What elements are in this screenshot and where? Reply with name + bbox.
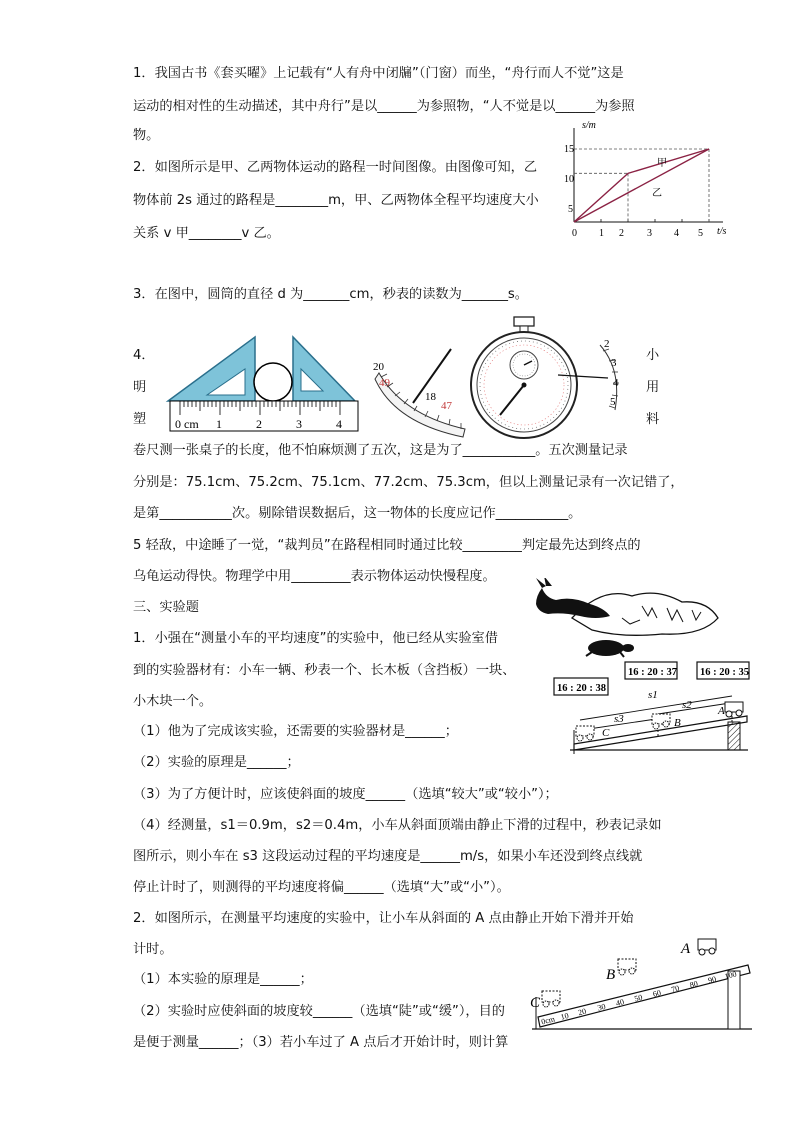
ruler-tick-4: 4	[336, 417, 342, 431]
incline-scale-20: 20	[577, 1006, 588, 1018]
exp1-q3: （3）为了方便计时，应该使斜面的坡度______（选填“较大”或“较小”）；	[133, 787, 558, 802]
dial-label-4: 4	[613, 377, 619, 389]
cart-at-c	[542, 991, 560, 1007]
incline-scale-70: 70	[670, 983, 681, 995]
point-b: B	[674, 717, 681, 729]
st-plot	[574, 128, 723, 222]
left-triangle	[168, 337, 255, 401]
dial-label-5: 5	[610, 396, 616, 408]
st-xtick-3: 3	[647, 228, 652, 239]
st-graph	[562, 116, 732, 240]
timer-a: 16 : 20 : 35	[700, 667, 749, 678]
st-series-a-label: 甲	[657, 158, 667, 169]
scale-label-47: 47	[441, 400, 452, 412]
exp1-q1: （1）他为了完成该实验，还需要的实验器材是______；	[133, 724, 458, 739]
exp2-line1: 2．如图所示，在测量平均速度的实验中，让小车从斜面的 A 点由静止开始下滑并开始	[133, 911, 634, 926]
scale-label-20: 20	[373, 361, 384, 373]
point-c: C	[602, 727, 610, 739]
cart-at-a	[698, 939, 716, 955]
q2-line1: 2．如图所示是甲、乙两物体运动的路程一时间图像。由图像可知，乙	[133, 160, 538, 175]
stopwatch-crown	[514, 317, 534, 326]
q4-right-char3: 料	[646, 412, 660, 427]
ruler-figure	[165, 333, 365, 437]
stopwatch-scale	[373, 343, 473, 443]
exp2-line2: 计时。	[133, 942, 173, 957]
ruler-tick-1: 1	[216, 417, 222, 431]
cylinder-circle	[254, 363, 292, 401]
incline-point-a: A	[681, 941, 691, 957]
exp1-q4-line2: 图所示，则小车在 s3 这段运动过程的平均速度是______m/s，如果小车还没到终点线就	[133, 849, 643, 864]
q1-line3: 物。	[133, 128, 160, 143]
q2-line3: 关系 v 甲________v 乙。	[133, 226, 280, 241]
ruler-tick-0: 0 cm	[175, 417, 199, 431]
st-y-axis-label: s/m	[582, 120, 596, 131]
cart-a	[725, 702, 743, 717]
exp1-line2: 到的实验器材有：小车一辆、秒表一个、长木板（含挡板）一块、	[133, 663, 516, 678]
st-series-b-label: 乙	[652, 188, 662, 199]
st-series-line-1	[574, 149, 709, 222]
exp1-line1: 1．小强在“测量小车的平均速度”的实验中，他已经从实验室借	[133, 631, 498, 646]
q3-line1: 3．在图中，圆筒的直径 d 为_______cm，秒表的读数为_______s。	[133, 287, 528, 302]
q4-line4: 是第___________次。剔除错误数据后，这一物体的长度应记作___________。	[133, 506, 582, 521]
scale-label-18: 18	[425, 391, 436, 403]
q1-line1: 1．我国古书《套买曜》上记载有“人有舟中闭牖”（门窗）而坐，“舟行而人不觉”这是	[133, 66, 624, 81]
incline-scale-30: 30	[596, 1001, 607, 1013]
ruler-tick-2: 2	[256, 417, 262, 431]
st-xtick-2: 2	[619, 228, 624, 239]
q4-line2: 卷尺测一张桌子的长度，他不怕麻烦测了五次，这是为了___________。五次测量记录	[133, 443, 628, 458]
label-s2: s2	[682, 699, 692, 711]
right-triangle	[293, 337, 355, 401]
incline-scale-50: 50	[633, 992, 644, 1004]
point-a: A	[718, 705, 725, 717]
incline-scale-100: 100	[723, 969, 738, 982]
q4-left-char3: 塑	[133, 412, 147, 427]
q5-line2: 乌龟运动得快。物理学中用_________表示物体运动快慢程度。	[133, 569, 496, 584]
exp2-q1: （1）本实验的原理是______；	[133, 972, 313, 987]
incline-point-b: B	[606, 967, 616, 983]
incline-scale-0: 0cm	[540, 1014, 556, 1027]
incline-point-c: C	[530, 995, 541, 1011]
st-xtick-4: 4	[674, 228, 679, 239]
st-ytick-10: 10	[564, 174, 574, 185]
exp1-q4-line3: 停止计时了，则测得的平均速度将偏______（选填“大”或“小”）。	[133, 880, 510, 895]
ruler-tick-3: 3	[296, 417, 302, 431]
incline-scale-40: 40	[615, 997, 625, 1008]
incline-ruler	[538, 965, 750, 1027]
timer-c: 16 : 20 : 38	[557, 683, 606, 694]
q4-line3: 分别是：75.1cm、75.2cm、75.1cm、77.2cm、75.3cm，但以上测量记录有一次记错了，	[133, 475, 684, 490]
q4-num: 4．	[133, 348, 155, 363]
q4-left-char2: 明	[133, 380, 147, 395]
st-ytick-5: 5	[568, 204, 573, 215]
q4-right-char1: 小	[646, 348, 660, 363]
q5-line1: 5 轻敌，中途睡了一觉，“裁判员”在路程相同时通过比较_________判定最先达到终点的	[133, 538, 641, 553]
st-ytick-15: 15	[564, 144, 574, 155]
exp1-q4-line1: （4）经测量，s1＝0.9m，s2＝0.4m，小车从斜面顶端由静止下滑的过程中，秒表记录如	[133, 818, 662, 833]
q1-line2: 运动的相对性的生动描述，其中舟行”是以______为参照物，“人不觉是以______为参照	[133, 99, 635, 114]
st-xtick-1: 1	[599, 228, 604, 239]
exp2-q2: （2）实验时应使斜面的坡度较______（选填“陡”或“缓”），目的	[133, 1004, 505, 1019]
q4-right-char2: 用	[646, 380, 660, 395]
st-x-axis-label: t/s	[717, 226, 727, 237]
cart-incline-figure	[552, 660, 752, 756]
label-s3: s3	[614, 713, 624, 725]
incline-scale-90: 90	[707, 974, 718, 986]
label-s1: s1	[648, 689, 658, 701]
cart-c	[576, 726, 594, 741]
tortoise	[586, 640, 634, 657]
dial-label-2: 2	[604, 338, 610, 350]
cart-b	[652, 714, 670, 729]
incline-scale-60: 60	[651, 988, 662, 999]
st-xtick-5: 5	[698, 228, 703, 239]
section-title: 三、实验题	[133, 600, 199, 615]
incline-scale-10: 10	[559, 1010, 570, 1022]
exp2-q2-cont: 是便于测量______；（3）若小车过了 A 点后才开始计时，则计算	[133, 1035, 509, 1050]
exp1-line3: 小木块一个。	[133, 694, 213, 709]
incline-scale-figure	[530, 935, 755, 1035]
cart-at-b	[618, 959, 636, 975]
dial-label-3: 3	[611, 357, 617, 369]
incline-scale-80: 80	[688, 979, 699, 990]
rabbit-tortoise-picture	[532, 578, 722, 660]
scale-label-49: 49	[379, 377, 390, 389]
st-xtick-0: 0	[572, 228, 577, 239]
exp1-q2: （2）实验的原理是______；	[133, 755, 300, 770]
q2-line2: 物体前 2s 通过的路程是________m，甲、乙两物体全程平均速度大小	[133, 193, 539, 208]
support-block	[728, 722, 740, 750]
stopwatch	[470, 315, 645, 440]
timer-b: 16 : 20 : 37	[628, 667, 677, 678]
